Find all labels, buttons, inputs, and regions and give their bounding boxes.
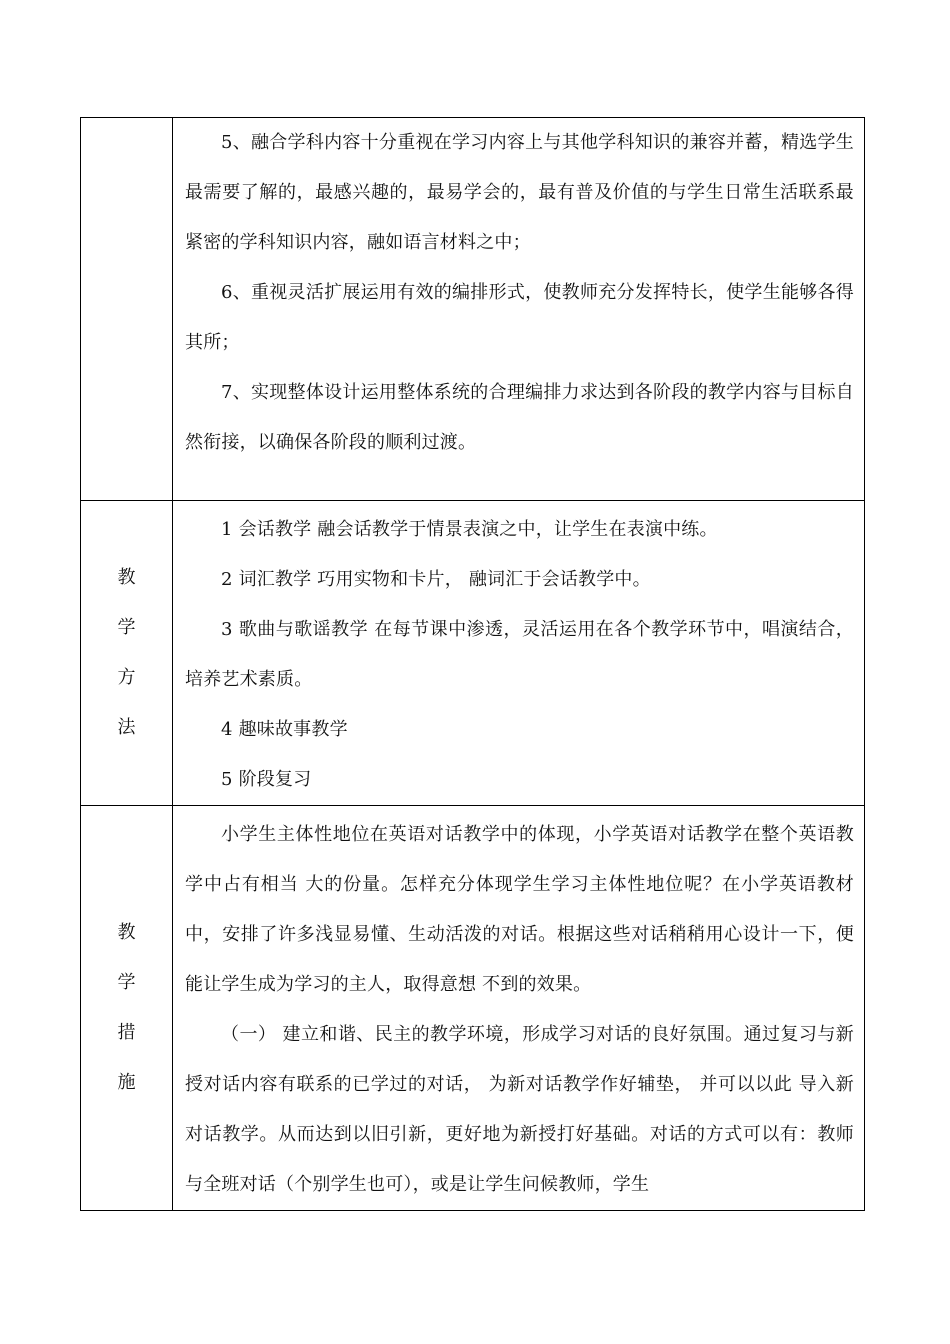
content-cell-teaching-measures: [173, 806, 865, 1211]
paragraph: 1 会话教学 融会话教学于情景表演之中，让学生在表演中练。: [221, 519, 718, 540]
table-row-teaching-measures: [81, 806, 865, 1211]
label-char: 学: [117, 617, 136, 638]
label-char: 学: [117, 972, 136, 993]
table-row-features: [81, 118, 865, 501]
paragraph: 3 歌曲与歌谣教学 在每节课中渗透，灵活运用在各个教学环节中，唱演结合，培养艺术素质。: [185, 619, 854, 690]
table-row-teaching-methods: [81, 501, 865, 806]
label-char: 教: [117, 567, 136, 588]
paragraph: 2 词汇教学 巧用实物和卡片， 融词汇于会话教学中。: [221, 569, 651, 590]
content-cell-teaching-methods: [173, 501, 865, 806]
label-char: 施: [117, 1072, 136, 1093]
paragraph: （一） 建立和谐、民主的教学环境，形成学习对话的良好氛围。通过复习与新授对话内容有联系的已学过的对话， 为新对话教学作好辅垫， 并可以以此 导入新对话教学。从而达到以旧引新，更好地为新授打好基础。对话的方式可以有：教师与全班对话（个别学生也可），或是让学生问候教师，学生: [185, 1024, 854, 1195]
document-table: [80, 117, 865, 1211]
label-char: 法: [117, 717, 136, 738]
paragraph: 7、实现整体设计运用整体系统的合理编排力求达到各阶段的教学内容与目标自然衔接，以确保各阶段的顺利过渡。: [185, 382, 854, 453]
paragraph: 5、融合学科内容十分重视在学习内容上与其他学科知识的兼容并蓄，精选学生最需要了解的，最感兴趣的，最易学会的，最有普及价值的与学生日常生活联系最紧密的学科知识内容，融如语言材料之中；: [185, 132, 854, 253]
row-label-teaching-measures: [81, 806, 173, 1211]
paragraph: 4 趣味故事教学: [221, 719, 348, 740]
paragraph: 小学生主体性地位在英语对话教学中的体现，小学英语对话教学在整个英语教学中占有相当 大的份量。怎样充分体现学生学习主体性地位呢？在小学英语教材中，安排了许多浅显易懂、生动活泼的对话。根据这些对话稍稍用心设计一下，便能让学生成为学习的主人，取得意想 不到的效果。: [185, 824, 854, 995]
row-label-teaching-methods: [81, 501, 173, 806]
paragraph: 6、重视灵活扩展运用有效的编排形式，使教师充分发挥特长，使学生能够各得其所；: [185, 282, 854, 353]
content-cell-features: [173, 118, 865, 501]
label-char: 方: [117, 667, 136, 688]
paragraph: 5 阶段复习: [221, 769, 312, 790]
row-label-empty: [81, 118, 173, 501]
label-char: 教: [117, 922, 136, 943]
label-char: 措: [117, 1022, 136, 1043]
